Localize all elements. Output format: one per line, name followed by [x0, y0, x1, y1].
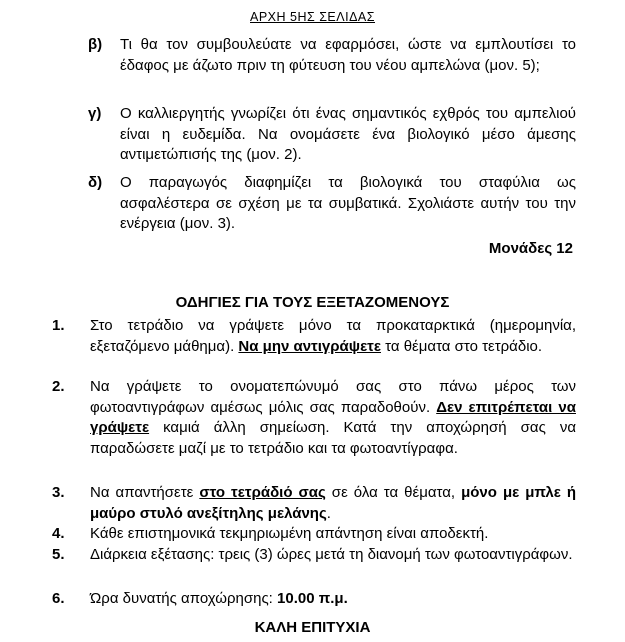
question-label: β): [88, 36, 103, 53]
instruction-number: 6.: [52, 590, 65, 607]
instruction-text-part: καμιά άλλη σημείωση. Κατά την αποχώρησή σας να παραδώσετε μαζί με το τετράδιο και τα φωτοαντίγραφα.: [90, 419, 576, 457]
question-text: Ο παραγωγός διαφημίζει τα βιολογικά του σταφύλια ως ασφαλέστερα σε σχέση με τα συμβατικά. Σχολιάστε αυτήν του την ενέργεια (μον. 3).: [120, 174, 576, 232]
instruction-text-part: Ώρα δυνατής αποχώρησης:: [90, 590, 278, 607]
emphasis-underlined: Δεν επιτρέπεται να γράψετε: [90, 398, 576, 436]
question-label: δ): [88, 174, 103, 191]
instruction-item-3: [52, 483, 576, 524]
instruction-item-2: [52, 377, 576, 459]
instruction-text-part: Να γράψετε το ονοματεπώνυμό σας στο πάνω μέρος των φωτοαντιγράφων αμέσως μόλις σας παραδοθούν.: [90, 378, 576, 416]
question-c: [88, 104, 576, 166]
question-d: [88, 173, 576, 235]
instruction-number: 4.: [52, 525, 65, 542]
emphasis-underlined: στο τετράδιό σας: [199, 484, 326, 501]
instruction-item-1: [52, 316, 576, 357]
instruction-text-part: τα θέματα στο τετράδιο.: [381, 337, 543, 355]
instruction-number: 5.: [52, 546, 65, 563]
instruction-item-5: [52, 545, 576, 566]
emphasis-underlined: Να μην αντιγράψετε: [238, 337, 381, 355]
question-b: [88, 35, 576, 76]
instruction-text-part: σε όλα τα θέματα,: [325, 484, 462, 501]
instruction-text: [90, 524, 576, 545]
question-label: γ): [88, 105, 102, 122]
instruction-text-part: Να απαντήσετε: [90, 484, 200, 501]
instruction-item-6: [52, 589, 576, 610]
instructions-title: ΟΔΗΓΙΕΣ ΓΙΑ ΤΟΥΣ ΕΞΕΤΑΖΟΜΕΝΟΥΣ: [175, 294, 450, 311]
instruction-number: 2.: [52, 378, 65, 395]
marks-total: Μονάδες 12: [488, 240, 573, 257]
question-text: Ο καλλιεργητής γνωρίζει ότι ένας σημαντικός εχθρός του αμπελιού είναι η ευδεμίδα. Να ονομάσετε ένα βιολογικό μέσο άμεσης αντιμετώπισής της (μον. 2).: [120, 105, 576, 163]
instruction-item-4: [52, 524, 576, 545]
instruction-text: [90, 377, 576, 459]
instruction-text: [90, 316, 576, 357]
instruction-text-part: Κάθε επιστημονικά τεκμηριωμένη απάντηση είναι αποδεκτή.: [90, 525, 489, 542]
question-text: Τι θα τον συμβουλεύατε να εφαρμόσει, ώστε να εμπλουτίσει το έδαφος με άζωτο πριν τη φύτευση του νέου αμπελώνα (μον. 5);: [120, 36, 576, 74]
emphasis-bold: μόνο με μπλε ή μαύρο στυλό ανεξίτηλης μελάνης: [90, 484, 576, 522]
instruction-text-part: Διάρκεια εξέτασης: τρεις (3) ώρες μετά τη διανομή των φωτοαντιγράφων.: [90, 546, 573, 563]
instruction-number: 3.: [52, 484, 65, 501]
instruction-text-part: Στο τετράδιο να γράψετε μόνο τα προκαταρκτικά (ημερομηνία, εξεταζόμενο μάθημα).: [90, 317, 576, 355]
instruction-number: 1.: [52, 317, 65, 334]
instruction-text: [90, 483, 576, 524]
instruction-text-part: .: [326, 504, 331, 522]
instruction-text: [90, 545, 576, 566]
page-header: ΑΡΧΗ 5ΗΣ ΣΕΛΙΔΑΣ: [250, 10, 375, 24]
emphasis-bold: 10.00 π.μ.: [277, 590, 348, 607]
good-luck-footer: ΚΑΛΗ ΕΠΙΤΥΧΙΑ: [254, 619, 371, 636]
instruction-text: [90, 589, 576, 610]
